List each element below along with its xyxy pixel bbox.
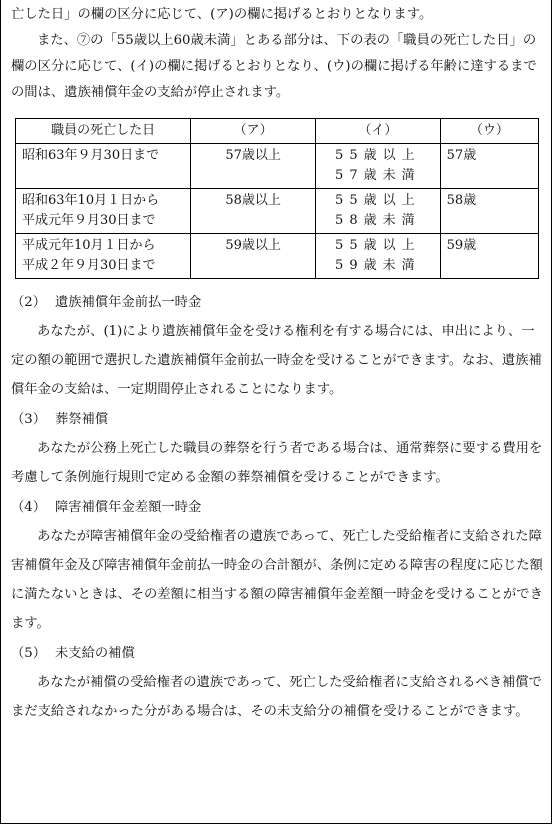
- intro-line-1: 亡した日」の欄の区分に応じて、(ア)の欄に掲げるとおりとなります。: [11, 7, 433, 22]
- cell-a: 58歳以上: [191, 189, 316, 234]
- section-2: [11, 289, 551, 404]
- section-body: あなたが障害補償年金の受給権者の遺族であって、死亡した受給権者に支給された障害補償年金及び障害補償年金前払一時金の合計額が、条例に定める障害の程度に応じた額に満たないときは、その差額に相当する額の障害補償年金差額一時金を受けることができます。: [11, 529, 543, 631]
- table-row: [16, 144, 539, 189]
- cell-c: 57歳: [440, 144, 538, 189]
- cell-b: 55歳以上 57歳未満: [316, 144, 441, 189]
- section-body: あなたが補償の受給権者の遺族であって、死亡した受給権者に支給されるべき補償でまだ支給されなかった分がある場合は、その未支給分の補償を受けることができます。: [11, 675, 542, 719]
- intro-paragraph: また、⑦の「55歳以上60歳未満」とある部分は、下の表の「職員の死亡した日」の欄の区分に応じて、(イ)の欄に掲げるとおりとなり、(ウ)の欄に掲げる年齢に達するまでの間は、遺族補償年金の支給が停止されます。: [11, 33, 537, 100]
- cell-date: 昭和63年９月30日まで: [16, 144, 191, 189]
- section-title: （4） 障害補償年金差額一時金: [11, 500, 202, 515]
- cell-a: 57歳以上: [191, 144, 316, 189]
- header-a: （ア）: [191, 119, 316, 144]
- section-3: [11, 406, 551, 492]
- header-b: （イ）: [316, 119, 441, 144]
- table-row: [16, 189, 539, 234]
- section-4: [11, 494, 551, 638]
- section-body: あなたが公務上死亡した職員の葬祭を行う者である場合は、通常葬祭に要する費用を考慮して条例施行規則で定める金額の葬祭補償を受けることができます。: [11, 441, 543, 485]
- cell-c: 59歳: [440, 234, 538, 279]
- section-title: （5） 未支給の補償: [11, 646, 135, 661]
- cell-date: 昭和63年10月１日から 平成元年９月30日まで: [16, 189, 191, 234]
- section-5: [11, 640, 551, 726]
- section-body: あなたが、(1)により遺族補償年金を受ける権利を有する場合には、申出により、一定の額の範囲で選択した遺族補償年金前払一時金を受けることができます。なお、遺族補償年金の支給は、一定期間停止されることになります。: [11, 324, 542, 397]
- cell-b: 55歳以上 58歳未満: [316, 189, 441, 234]
- cell-date: 平成元年10月１日から 平成２年９月30日まで: [16, 234, 191, 279]
- header-death-date: 職員の死亡した日: [16, 119, 191, 144]
- section-title: （3） 葬祭補償: [11, 412, 109, 427]
- cell-c: 58歳: [440, 189, 538, 234]
- cell-a: 59歳以上: [191, 234, 316, 279]
- header-c: （ウ）: [440, 119, 538, 144]
- age-table: [15, 118, 539, 279]
- section-title: （2） 遺族補償年金前払一時金: [11, 295, 202, 310]
- table-header-row: [16, 119, 539, 144]
- table-row: [16, 234, 539, 279]
- cell-b: 55歳以上 59歳未満: [316, 234, 441, 279]
